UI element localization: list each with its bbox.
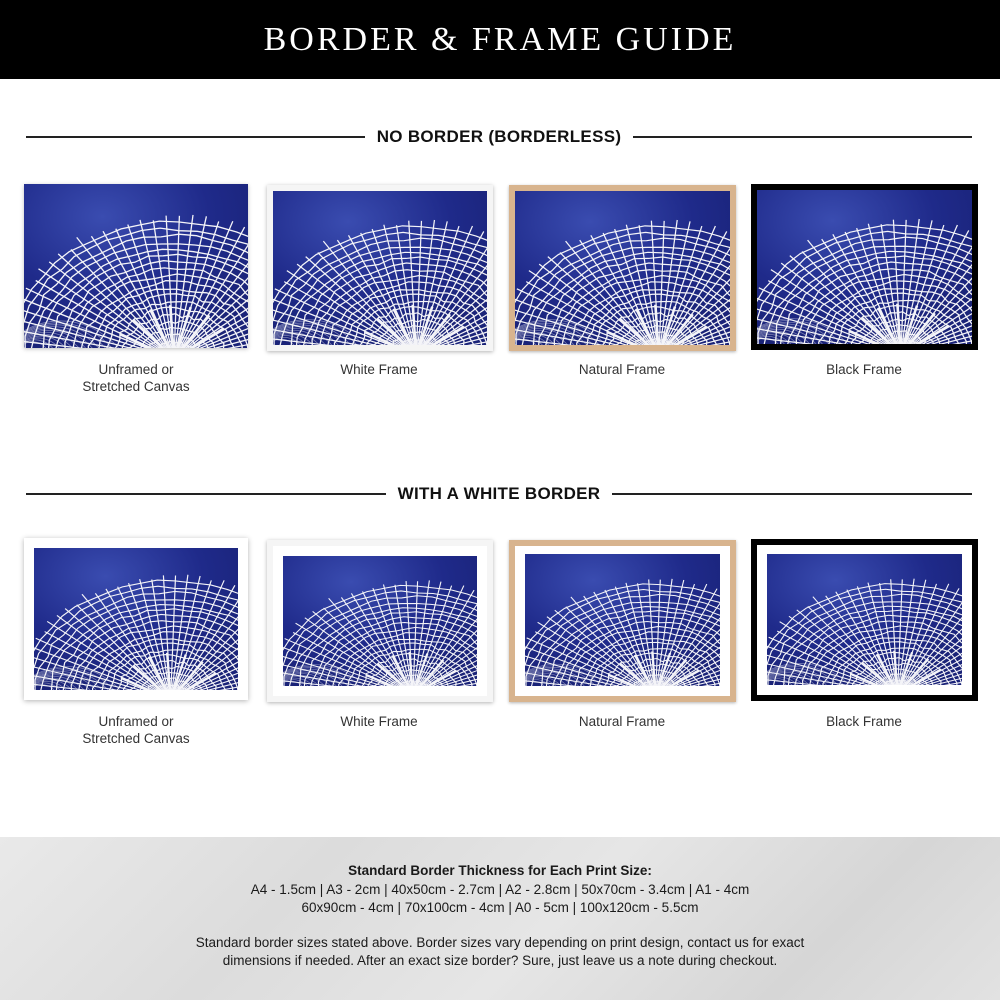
coral-artwork (525, 554, 720, 686)
section-title: NO BORDER (BORDERLESS) (376, 127, 622, 146)
caption-black-frame: Black Frame (826, 362, 902, 377)
border-thickness-footer (0, 837, 1000, 1000)
divider-line (633, 136, 972, 138)
section-heading-white-border (26, 482, 972, 506)
preview-white-frame-white-border (267, 540, 493, 702)
caption-unframed: Unframed or Stretched Canvas (82, 714, 190, 746)
caption-black-frame: Black Frame (826, 714, 902, 729)
preview-natural-frame-borderless (509, 185, 736, 351)
coral-artwork (24, 184, 248, 348)
coral-artwork (767, 554, 962, 685)
footer-heading: Standard Border Thickness for Each Print Size: (348, 863, 652, 878)
caption-unframed: Unframed or Stretched Canvas (82, 362, 190, 394)
caption-natural-frame: Natural Frame (578, 362, 666, 377)
divider-line (612, 493, 972, 495)
sizes-line: A4 - 1.5cm | A3 - 2cm | 40x50cm - 2.7cm | A2 - 2.8cm | 50x70cm - 3.4cm | A1 - 4cm (250, 882, 750, 897)
preview-unframed-borderless (24, 184, 248, 348)
section-title: WITH A WHITE BORDER (397, 484, 601, 503)
note-line: dimensions if needed. After an exact size border? Sure, just leave us a note during checkout. (222, 953, 778, 968)
section-heading-borderless (26, 125, 972, 149)
coral-artwork (283, 556, 477, 686)
divider-line (26, 493, 386, 495)
page-title: BORDER & FRAME GUIDE (263, 20, 737, 58)
coral-artwork (273, 191, 487, 345)
caption-white-frame: White Frame (340, 362, 418, 377)
coral-artwork (515, 191, 730, 345)
divider-line (26, 136, 365, 138)
coral-artwork (757, 190, 972, 344)
caption-white-frame: White Frame (340, 714, 418, 729)
note-line: Standard border sizes stated above. Border sizes vary depending on print design, contact us for exact (195, 935, 805, 950)
preview-black-frame-borderless (751, 184, 978, 350)
caption-natural-frame: Natural Frame (578, 714, 666, 729)
sizes-line: 60x90cm - 4cm | 70x100cm - 4cm | A0 - 5cm | 100x120cm - 5.5cm (301, 900, 699, 915)
header-bar (0, 0, 1000, 79)
preview-unframed-white-border (24, 538, 248, 700)
preview-natural-frame-white-border (509, 540, 736, 702)
preview-black-frame-white-border (751, 539, 978, 701)
preview-white-frame-borderless (267, 185, 493, 351)
coral-artwork (34, 548, 238, 690)
